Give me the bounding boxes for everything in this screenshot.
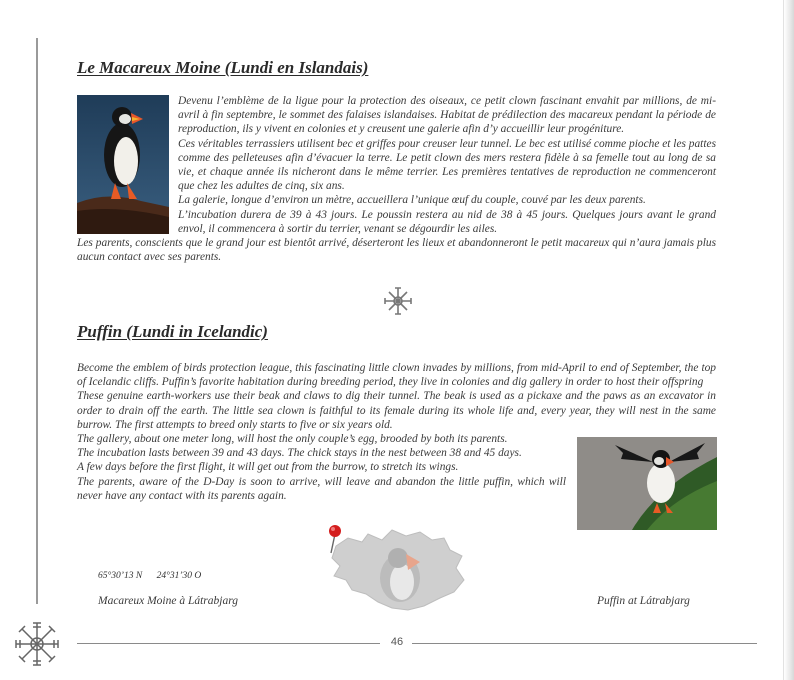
footer-rule-left — [77, 643, 380, 644]
paragraph: The incubation lasts between 39 and 43 days. The chick stays in the nest between 38 and 45 days. — [77, 447, 522, 460]
paragraph: L’incubation durera de 39 à 43 jours. Le poussin restera au nid de 38 à 45 jours. Quelques jours avant le grand envol, il commencera à sortir du terrier, venant se dégourdir les ailes. — [178, 208, 716, 235]
paragraph: Les parents, conscients que le grand jour est bientôt arrivé, déserteront les lieux et abandonneront le petit macareux qui n’aura jamais plus aucun contact avec ses parents. — [77, 237, 716, 264]
left-margin-rule — [36, 38, 38, 604]
paragraph: Ces véritables terrassiers utilisent bec et griffes pour creuser leur tunnel. Le bec est utilisé comme pioche et les pattes comme des pelleteuses afin d’évacuer la terre. Le petit clown des mers restera fidèle à sa femelle tout au long de sa vie, et chaque année ils nicheront dans le même terrier. Les premières tentatives de reproduction ne commenceront que chez les adultes de cinq, six ans. — [178, 137, 717, 193]
paragraph: Devenu l’emblème de la ligue pour la protection des oiseaux, ce petit clown fascinant envahit par millions, de mi-avril à fin septembre, le sommet des falaises islandaises. Habitat de prédilection des macareux pendant la période de reproduction, ils y vivent en colonies et y creusent une galerie afin d’y accueillir leur progéniture. — [178, 95, 716, 136]
paragraph: The gallery, about one meter long, will host the only couple’s egg, brooded by both its parents. — [77, 433, 508, 446]
compass-ornament-icon — [382, 285, 414, 317]
longitude: 24°31’30 O — [156, 571, 202, 581]
gps-coordinates — [98, 571, 213, 581]
english-description — [77, 361, 716, 523]
french-description — [77, 94, 716, 264]
latitude: 65°30’13 N — [98, 571, 143, 581]
iceland-map — [328, 524, 468, 616]
paragraph: La galerie, longue d’environ un mètre, accueillera l’unique œuf du couple, couvé par les deux parents. — [178, 194, 646, 207]
paragraph: These genuine earth-workers use their beak and claws to dig their tunnel. The beak is used as a pickaxe and the paws as an excavator in order to drain off the earth. The little sea clown is faithful to its female during its whole life and, every year, they will nest in the same burrow. The first attempts to breed only starts to five or six years old. — [77, 390, 716, 431]
paragraph: Become the emblem of birds protection league, this fascinating little clown invades by millions, from mid-April to end of September, the top of Icelandic cliffs. Puffin’s favorite habitation during breeding period, they live in colonies and dig gallery in order to host their offspring — [77, 362, 716, 389]
title-french: Le Macareux Moine (Lundi en Islandais) — [77, 58, 369, 77]
page-edge — [783, 0, 794, 680]
paragraph: The parents, aware of the D-Day is soon to arrive, will leave and abandon the little puffin, which will never have any contact with its parents again. — [77, 475, 566, 502]
title-english: Puffin (Lundi in Icelandic) — [77, 322, 268, 341]
caption-french: Macareux Moine à Látrabjarg — [98, 595, 239, 607]
map-pin-icon[interactable] — [327, 524, 343, 554]
footer-rule-right — [412, 643, 757, 644]
vegvisir-icon — [12, 619, 62, 669]
caption-english: Puffin at Látrabjarg — [597, 595, 690, 607]
page-number: 46 — [390, 636, 404, 648]
paragraph: A few days before the first flight, it will get out from the burrow, to stretch its wings. — [77, 461, 459, 474]
